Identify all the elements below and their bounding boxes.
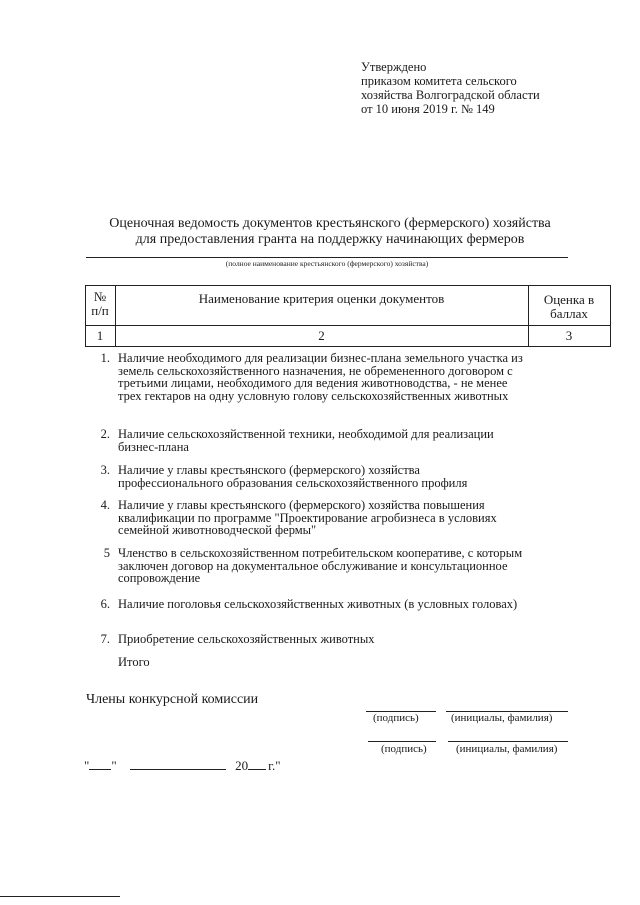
page-bottom-rule bbox=[0, 896, 120, 897]
total-label: Итого bbox=[118, 655, 150, 669]
title-line-2: для предоставления гранта на поддержку начинающих фермеров bbox=[135, 232, 525, 247]
date-quote-open: " bbox=[84, 758, 90, 773]
criterion-item bbox=[90, 547, 530, 587]
header-score-line1: Оценка в bbox=[543, 292, 595, 307]
header-score bbox=[528, 293, 610, 321]
header-score-line2: баллах bbox=[550, 306, 588, 321]
criterion-item bbox=[90, 428, 530, 456]
year-prefix: 20 bbox=[235, 758, 249, 773]
criterion-number: 4. bbox=[100, 498, 110, 512]
criterion-text: Наличие необходимого для реализации бизнес-плана земельного участка из земель сельскохозяйственного назначения, не обремененного договором с третьими лицами, необходимого для ведения животноводства, - не менее трех гектаров на одну условную голову сельскохозяйственных животных bbox=[118, 351, 523, 403]
initials-line bbox=[448, 741, 568, 742]
date-line bbox=[84, 757, 281, 774]
criterion-number: 1. bbox=[100, 351, 110, 365]
commission-label: Члены конкурсной комиссии bbox=[86, 692, 259, 707]
approval-line: Утверждено bbox=[361, 60, 427, 74]
year-suffix: г." bbox=[268, 758, 281, 773]
criteria-table-header bbox=[85, 285, 611, 347]
table-rule bbox=[85, 325, 611, 326]
header-num bbox=[85, 290, 115, 318]
table-border bbox=[610, 285, 611, 347]
signature-line bbox=[368, 741, 436, 742]
header-criterion: Наименование критерия оценки документов bbox=[198, 291, 445, 306]
initials-caption: (инициалы, фамилия) bbox=[456, 743, 558, 755]
approval-line: приказом комитета сельского bbox=[361, 74, 517, 88]
criterion-number: 3. bbox=[100, 463, 110, 477]
column-number: 2 bbox=[318, 328, 325, 343]
criterion-number: 6. bbox=[100, 597, 110, 611]
year-blank bbox=[248, 757, 266, 770]
criterion-number: 5 bbox=[103, 546, 110, 560]
criterion-text: Наличие поголовья сельскохозяйственных животных (в условных головах) bbox=[118, 597, 518, 611]
signature-caption: (подпись) bbox=[373, 712, 419, 724]
column-number: 3 bbox=[565, 328, 573, 343]
criterion-number: 7. bbox=[100, 632, 110, 646]
approval-line: хозяйства Волгоградской области bbox=[361, 88, 540, 102]
criterion-item bbox=[90, 499, 530, 539]
signature-caption: (подпись) bbox=[381, 743, 427, 755]
document-title bbox=[60, 216, 600, 248]
criterion-item bbox=[90, 633, 530, 649]
approval-line: от 10 июня 2019 г. № 149 bbox=[361, 102, 495, 116]
criterion-text: Наличие у главы крестьянского (фермерского) хозяйства профессионального образования сельскохозяйственного профиля bbox=[118, 463, 468, 490]
month-blank bbox=[130, 757, 226, 770]
criterion-item bbox=[90, 352, 530, 416]
header-num-line1: № bbox=[93, 289, 107, 304]
criterion-item bbox=[90, 464, 530, 492]
criterion-text: Наличие сельскохозяйственной техники, необходимой для реализации бизнес-плана bbox=[118, 427, 494, 454]
header-num-line2: п/п bbox=[91, 303, 109, 318]
date-quote-close: " bbox=[111, 758, 117, 773]
criterion-text: Приобретение сельскохозяйственных животных bbox=[118, 632, 375, 646]
criterion-item bbox=[90, 598, 530, 626]
initials-caption: (инициалы, фамилия) bbox=[451, 712, 553, 724]
title-line-1: Оценочная ведомость документов крестьянского (фермерского) хозяйства bbox=[109, 216, 551, 231]
farm-name-line bbox=[86, 257, 568, 258]
table-rule bbox=[85, 285, 611, 286]
table-rule bbox=[85, 346, 611, 347]
approval-block bbox=[361, 60, 540, 116]
criterion-text: Членство в сельскохозяйственном потребительском кооперативе, с которым заключен договор на документальное обслуживание и консультационное сопровождение bbox=[118, 546, 523, 585]
column-number: 1 bbox=[96, 328, 104, 343]
criterion-number: 2. bbox=[100, 427, 110, 441]
criterion-text: Наличие у главы крестьянского (фермерского) хозяйства повышения квалификации по программе "Проектирование агробизнеса в условиях семейной животноводческой фермы" bbox=[118, 498, 497, 537]
farm-name-caption: (полное наименование крестьянского (фермерского) хозяйства) bbox=[225, 259, 429, 268]
day-blank bbox=[89, 757, 111, 770]
